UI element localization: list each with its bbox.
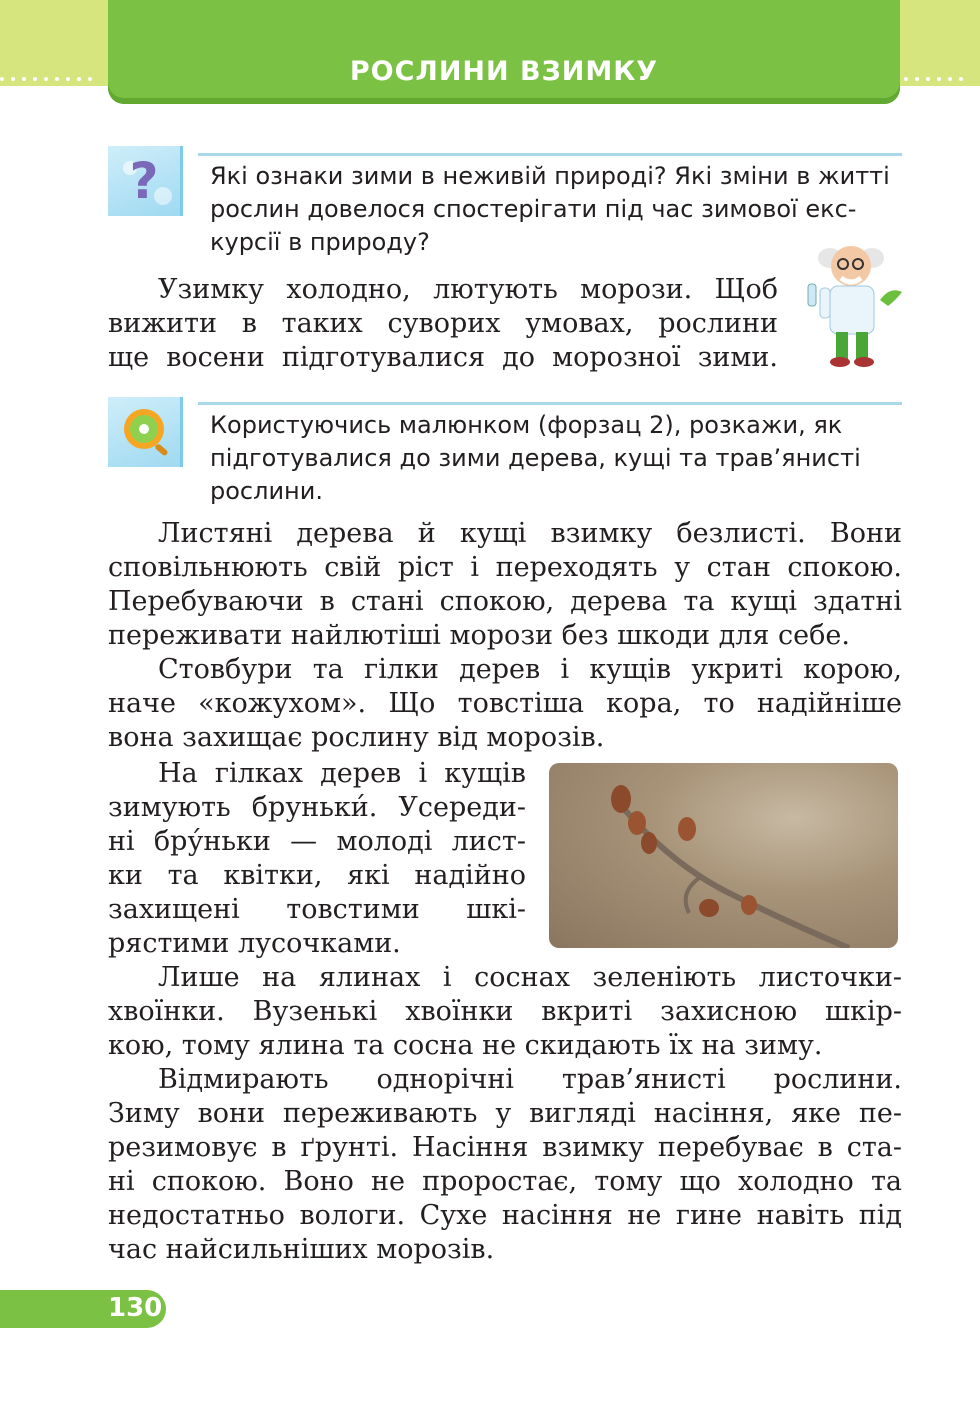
- task-line: підготувалися до зими дерева, кущі та трав’янисті: [210, 444, 861, 472]
- twig-buds-photo: [549, 763, 898, 948]
- svg-text:?: ?: [129, 152, 159, 210]
- text-line: зимують бруньки́. Усереди-: [108, 792, 526, 823]
- text-line: вижити в таких суворих умовах, рослини: [108, 308, 778, 339]
- text-line: На гілках дерев і кущів: [158, 758, 526, 789]
- text-line: кою, тому ялина та сосна не скидають їх на зиму.: [108, 1030, 823, 1061]
- text-line: наче «кожухом». Що товстіша кора, то надійніше: [108, 688, 902, 719]
- task-line: рослини.: [210, 477, 323, 505]
- task-line: курсії в природу?: [210, 228, 430, 256]
- text-line: Зиму вони переживають у вигляді насіння, яке пе-: [108, 1098, 902, 1129]
- observe-task-text: [210, 409, 892, 508]
- text-line: ще восени підготувалися до морозної зими.: [108, 342, 778, 373]
- paragraph: [108, 517, 902, 653]
- text-line: захищені товстими шкі-: [108, 894, 526, 925]
- text-line: Відмирають однорічні трав’янисті рослини.: [158, 1064, 902, 1095]
- task-rule: [198, 153, 902, 156]
- text-line: вона захищає рослину від морозів.: [108, 722, 605, 753]
- task-line: рослин довелося спостерігати під час зимової екс-: [210, 195, 857, 223]
- task-rule: [198, 402, 902, 405]
- text-line: час найсильніших морозів.: [108, 1234, 495, 1265]
- text-line: ні бру́ньки — молоді лист-: [108, 826, 526, 857]
- text-line: резимовує в ґрунті. Насіння взимку перебуває в ста-: [108, 1132, 902, 1163]
- paragraph: [108, 653, 902, 755]
- text-line: Узимку холодно, лютують морози. Щоб: [158, 274, 778, 305]
- task-line: Які ознаки зими в неживій природі? Які зміни в житті: [210, 162, 890, 190]
- question-mark-icon: [108, 146, 183, 216]
- text-line: Перебуваючи в стані спокою, дерева та кущі здатні: [108, 586, 902, 617]
- paragraph: [108, 757, 526, 961]
- text-line: ки та квітки, які надійно: [108, 860, 526, 891]
- page-number: 130: [108, 1293, 163, 1323]
- text-line: сповільнюють свій ріст і переходять у стан спокою.: [108, 552, 902, 583]
- magnifier-icon: [108, 397, 183, 467]
- paragraph: [108, 1063, 902, 1267]
- text-line: переживати найлютіші морози без шкоди для себе.: [108, 620, 850, 651]
- intro-paragraph: [108, 273, 778, 375]
- text-line: рястими лусочками.: [108, 928, 401, 959]
- paragraph: [108, 961, 902, 1063]
- scientist-mascot-icon: [800, 236, 912, 368]
- dotted-decoration-left: [0, 66, 99, 74]
- page-title: РОСЛИНИ ВЗИМКУ: [349, 56, 659, 87]
- text-line: Стовбури та гілки дерев і кущів укриті корою,: [158, 654, 902, 685]
- text-line: Лише на ялинах і соснах зеленіють листочки-: [158, 962, 902, 993]
- text-line: Листяні дерева й кущі взимку безлисті. Вони: [158, 518, 902, 549]
- question-task-text: [210, 160, 892, 259]
- text-line: недостатньо вологи. Сухе насіння не гине навіть під: [108, 1200, 902, 1231]
- text-line: ні спокою. Воно не проростає, тому що холодно та: [108, 1166, 902, 1197]
- dotted-decoration-right: [904, 66, 980, 74]
- header-bar: [108, 0, 900, 104]
- task-line: Користуючись малюнком (форзац 2), розкажи, як: [210, 411, 843, 439]
- text-line: хвоїнки. Вузенькі хвоїнки вкриті захисною шкір-: [108, 996, 902, 1027]
